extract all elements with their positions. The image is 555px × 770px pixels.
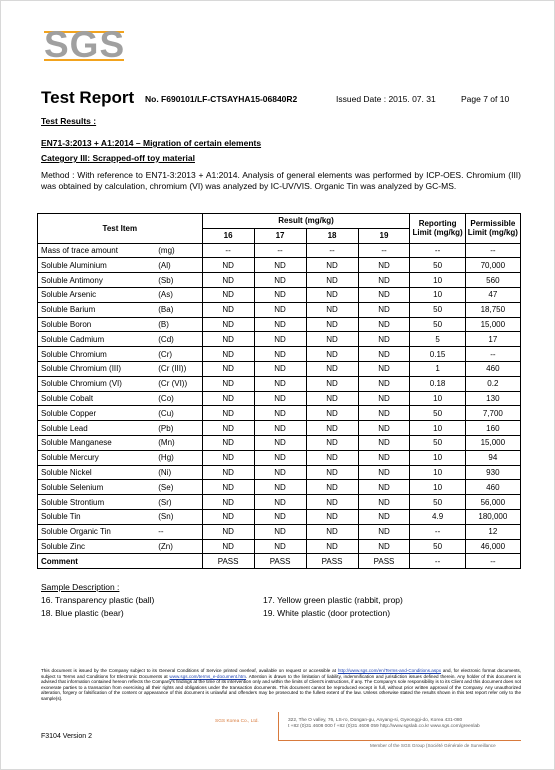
table-row <box>38 243 521 258</box>
result-cell: ND <box>306 509 358 524</box>
test-item-name: Soluble Nickel <box>38 465 159 480</box>
legal-disclaimer <box>41 668 521 702</box>
table-row <box>38 509 521 524</box>
result-cell: ND <box>254 480 306 495</box>
reporting-limit-cell: -- <box>410 243 465 258</box>
test-item-name: Soluble Copper <box>38 406 159 421</box>
permissible-limit-cell: 47 <box>465 287 520 302</box>
result-cell: ND <box>202 361 254 376</box>
disclaimer-text: . Attention is drawn to the limitation of liability, indemnification and jurisdiction issues defined therein. Any holder of this document is advised that information contained hereon reflects the Company's findings at the time of its intervention only and within the limits of Client's instructions, if any. The Company's sole responsibility is to its Client and this document does not exonerate parties to a transaction from exercising all their rights and obligations under the transaction documents. This document cannot be reproduced except in full, without prior written approval of the Company. Any unauthorized alteration, forgery or falsification of the content or appearance of this document is unlawful and offenders may be prosecuted to the fullest extent of the law. Unless otherwise stated the results shown in this test report refer only to the sample(s). <box>41 673 521 701</box>
test-item-name: Soluble Chromium (VI) <box>38 376 159 391</box>
permissible-limit-cell: 130 <box>465 391 520 406</box>
test-item-symbol: (Cr (VI)) <box>158 376 202 391</box>
result-cell: ND <box>254 376 306 391</box>
table-row <box>38 524 521 539</box>
result-cell: ND <box>254 509 306 524</box>
reporting-limit-cell: 0.18 <box>410 376 465 391</box>
comment-permissible-limit-cell: -- <box>465 554 520 569</box>
reporting-limit-cell: 10 <box>410 480 465 495</box>
header-result: Result (mg/kg) <box>202 214 410 229</box>
test-item-symbol: (Pb) <box>158 421 202 436</box>
result-cell: ND <box>254 391 306 406</box>
table-row <box>38 332 521 347</box>
permissible-limit-cell: -- <box>465 243 520 258</box>
result-cell: ND <box>202 376 254 391</box>
reporting-limit-cell: 10 <box>410 465 465 480</box>
permissible-limit-cell: 460 <box>465 361 520 376</box>
result-cell: ND <box>306 332 358 347</box>
result-cell: ND <box>254 406 306 421</box>
result-cell: ND <box>306 376 358 391</box>
result-cell: ND <box>306 258 358 273</box>
result-cell: ND <box>254 539 306 554</box>
footer-divider <box>278 712 279 740</box>
footer-member: Member of the SGS Group (Société Générale de Surveillance <box>370 743 496 748</box>
result-cell: ND <box>254 258 306 273</box>
permissible-limit-cell: 17 <box>465 332 520 347</box>
test-item-name: Soluble Chromium <box>38 347 159 362</box>
footer-company: SGS Korea Co., Ltd. <box>215 719 259 724</box>
test-item-symbol: (Ba) <box>158 302 202 317</box>
test-item-name: Soluble Lead <box>38 421 159 436</box>
reporting-limit-cell: 50 <box>410 435 465 450</box>
comment-label: Comment <box>38 554 159 569</box>
result-cell: ND <box>306 347 358 362</box>
permissible-limit-cell: 180,000 <box>465 509 520 524</box>
table-row <box>38 406 521 421</box>
reporting-limit-cell: 50 <box>410 302 465 317</box>
test-item-symbol: (Mn) <box>158 435 202 450</box>
test-item-name: Soluble Organic Tin <box>38 524 159 539</box>
section-title: EN71-3:2013 + A1:2014 – Migration of certain elements <box>41 138 262 148</box>
table-row <box>38 465 521 480</box>
reporting-limit-cell: 10 <box>410 273 465 288</box>
result-cell: ND <box>358 524 410 539</box>
table-row <box>38 480 521 495</box>
result-cell: ND <box>358 539 410 554</box>
e-document-terms-link[interactable]: www.sgs.com/terms_e-document.htm <box>169 673 247 679</box>
test-item-symbol: (Cr) <box>158 347 202 362</box>
permissible-limit-cell: 18,750 <box>465 302 520 317</box>
reporting-limit-cell: 10 <box>410 287 465 302</box>
footer-address <box>288 718 480 730</box>
result-cell: ND <box>202 391 254 406</box>
result-cell: ND <box>254 347 306 362</box>
test-item-symbol: (Sr) <box>158 495 202 510</box>
logo-text: SGS <box>44 24 126 65</box>
result-cell: ND <box>358 332 410 347</box>
reporting-limit-cell: 5 <box>410 332 465 347</box>
header-sample-19: 19 <box>358 228 410 243</box>
header-test-item: Test Item <box>38 214 203 244</box>
table-row <box>38 347 521 362</box>
result-cell: ND <box>202 287 254 302</box>
test-item-name: Soluble Strontium <box>38 495 159 510</box>
permissible-limit-cell: 56,000 <box>465 495 520 510</box>
terms-link[interactable]: http://www.sgs.com/en/Terms-and-Conditions.aspx <box>337 668 442 673</box>
table-row <box>38 435 521 450</box>
reporting-limit-cell: 10 <box>410 421 465 436</box>
table-row <box>38 302 521 317</box>
result-cell: ND <box>358 361 410 376</box>
table-row <box>38 258 521 273</box>
sample-description-label: Sample Description : <box>41 582 120 592</box>
result-cell: ND <box>358 421 410 436</box>
header-sample-17: 17 <box>254 228 306 243</box>
header-reporting-limit: Reporting Limit (mg/kg) <box>410 214 465 244</box>
test-item-name: Soluble Selenium <box>38 480 159 495</box>
result-cell: ND <box>358 391 410 406</box>
result-cell: ND <box>254 435 306 450</box>
result-cell: ND <box>254 332 306 347</box>
result-cell: ND <box>254 421 306 436</box>
result-cell: ND <box>358 376 410 391</box>
result-cell: ND <box>306 287 358 302</box>
result-cell: ND <box>358 258 410 273</box>
result-cell: ND <box>306 317 358 332</box>
reporting-limit-cell: -- <box>410 524 465 539</box>
sample-item: 19. White plastic (door protection) <box>263 608 391 618</box>
test-item-name: Soluble Aluminium <box>38 258 159 273</box>
result-cell: ND <box>306 480 358 495</box>
footer-contact-line: t +82 (0)31 4608 000 f +82 (0)31 4608 059 http://www.sgslab.co.kr www.sgs.com/greenlab <box>288 724 480 729</box>
table-row <box>38 450 521 465</box>
result-cell: -- <box>306 243 358 258</box>
test-item-name: Soluble Mercury <box>38 450 159 465</box>
result-cell: ND <box>358 287 410 302</box>
reporting-limit-cell: 10 <box>410 391 465 406</box>
result-cell: ND <box>202 317 254 332</box>
permissible-limit-cell: 930 <box>465 465 520 480</box>
result-cell: ND <box>202 421 254 436</box>
issued-date: Issued Date : 2015. 07. 31 <box>336 94 436 104</box>
comment-result-cell: PASS <box>254 554 306 569</box>
result-cell: ND <box>306 273 358 288</box>
result-cell: ND <box>306 450 358 465</box>
sample-item: 17. Yellow green plastic (rabbit, prop) <box>263 595 403 605</box>
results-table-body <box>38 243 521 569</box>
result-cell: ND <box>358 465 410 480</box>
test-item-symbol: (Cu) <box>158 406 202 421</box>
result-cell: ND <box>202 332 254 347</box>
result-cell: ND <box>358 347 410 362</box>
header-permissible-limit: Permissible Limit (mg/kg) <box>465 214 520 244</box>
form-version: F3104 Version 2 <box>41 733 92 740</box>
result-cell: ND <box>254 465 306 480</box>
result-cell: ND <box>254 317 306 332</box>
permissible-limit-cell: 7,700 <box>465 406 520 421</box>
reporting-limit-cell: 50 <box>410 258 465 273</box>
table-row <box>38 391 521 406</box>
result-cell: ND <box>306 391 358 406</box>
permissible-limit-cell: -- <box>465 347 520 362</box>
reporting-limit-cell: 50 <box>410 539 465 554</box>
result-cell: ND <box>202 480 254 495</box>
result-cell: ND <box>202 347 254 362</box>
test-item-name: Soluble Manganese <box>38 435 159 450</box>
page-title: Test Report <box>41 88 135 107</box>
result-cell: ND <box>202 273 254 288</box>
reporting-limit-cell: 50 <box>410 406 465 421</box>
results-table <box>37 213 521 569</box>
result-cell: -- <box>358 243 410 258</box>
test-item-name: Soluble Arsenic <box>38 287 159 302</box>
result-cell: ND <box>202 302 254 317</box>
comment-result-cell: PASS <box>202 554 254 569</box>
test-item-symbol: (mg) <box>158 243 202 258</box>
table-row <box>38 317 521 332</box>
result-cell: ND <box>202 435 254 450</box>
test-item-name: Soluble Tin <box>38 509 159 524</box>
result-cell: ND <box>358 406 410 421</box>
comment-row <box>38 554 521 569</box>
test-item-name: Soluble Barium <box>38 302 159 317</box>
method-text: Method : With reference to EN71-3:2013 + A1:2014. Analysis of general elements was performed by ICP-OES. Chromium (III) was obtained by calculation, chromium (VI) was analyzed by IC-UV/VIS. Organic Tin was analyzed by GC-MS. <box>41 170 521 191</box>
table-row <box>38 376 521 391</box>
result-cell: ND <box>254 524 306 539</box>
permissible-limit-cell: 12 <box>465 524 520 539</box>
result-cell: ND <box>358 273 410 288</box>
test-item-symbol: (Sn) <box>158 509 202 524</box>
result-cell: ND <box>306 302 358 317</box>
comment-result-cell: PASS <box>306 554 358 569</box>
disclaimer-text: This document is issued by the Company subject to its General Conditions of Service printed overleaf, available on request or accessible at <box>41 668 338 673</box>
permissible-limit-cell: 70,000 <box>465 258 520 273</box>
test-item-symbol: (Co) <box>158 391 202 406</box>
result-cell: ND <box>254 287 306 302</box>
test-item-symbol: (Zn) <box>158 539 202 554</box>
result-cell: ND <box>202 450 254 465</box>
sample-item: 18. Blue plastic (bear) <box>41 608 124 618</box>
result-cell: ND <box>202 406 254 421</box>
permissible-limit-cell: 560 <box>465 273 520 288</box>
page-number: Page 7 of 10 <box>461 94 510 104</box>
result-cell: ND <box>202 509 254 524</box>
result-cell: ND <box>254 495 306 510</box>
table-row <box>38 421 521 436</box>
test-item-symbol: (Sb) <box>158 273 202 288</box>
test-item-name: Soluble Zinc <box>38 539 159 554</box>
result-cell: ND <box>358 495 410 510</box>
reporting-limit-cell: 50 <box>410 495 465 510</box>
reporting-limit-cell: 10 <box>410 450 465 465</box>
test-item-symbol: (Cd) <box>158 332 202 347</box>
result-cell: ND <box>306 495 358 510</box>
reporting-limit-cell: 4.9 <box>410 509 465 524</box>
reporting-limit-cell: 1 <box>410 361 465 376</box>
result-cell: ND <box>358 302 410 317</box>
test-item-symbol: (Cr (III)) <box>158 361 202 376</box>
sample-item: 16. Transparency plastic (ball) <box>41 595 155 605</box>
header-sample-16: 16 <box>202 228 254 243</box>
table-row <box>38 539 521 554</box>
test-item-symbol: (Se) <box>158 480 202 495</box>
result-cell: ND <box>358 317 410 332</box>
result-cell: ND <box>358 450 410 465</box>
table-row <box>38 361 521 376</box>
table-row <box>38 287 521 302</box>
test-item-symbol: (Hg) <box>158 450 202 465</box>
test-item-name: Soluble Boron <box>38 317 159 332</box>
report-header <box>41 88 525 110</box>
result-cell: ND <box>202 495 254 510</box>
permissible-limit-cell: 0.2 <box>465 376 520 391</box>
test-item-symbol: (As) <box>158 287 202 302</box>
test-item-name: Soluble Chromium (III) <box>38 361 159 376</box>
test-results-label: Test Results : <box>41 116 97 126</box>
test-item-name: Mass of trace amount <box>38 243 159 258</box>
table-row <box>38 273 521 288</box>
comment-result-cell: PASS <box>358 554 410 569</box>
result-cell: ND <box>306 361 358 376</box>
permissible-limit-cell: 94 <box>465 450 520 465</box>
result-cell: ND <box>254 361 306 376</box>
result-cell: ND <box>254 302 306 317</box>
sgs-logo <box>44 22 124 70</box>
result-cell: ND <box>358 509 410 524</box>
result-cell: ND <box>306 465 358 480</box>
result-cell: ND <box>306 421 358 436</box>
result-cell: ND <box>202 258 254 273</box>
result-cell: ND <box>254 273 306 288</box>
result-cell: ND <box>202 465 254 480</box>
test-item-symbol: -- <box>158 524 202 539</box>
header-sample-18: 18 <box>306 228 358 243</box>
result-cell: -- <box>254 243 306 258</box>
permissible-limit-cell: 160 <box>465 421 520 436</box>
disclaimer-text: and, for electronic format documents, subject to Terms and Conditions for Electronic Documents at <box>41 668 522 679</box>
result-cell: ND <box>202 539 254 554</box>
result-cell: ND <box>306 539 358 554</box>
result-cell: ND <box>254 450 306 465</box>
test-item-name: Soluble Antimony <box>38 273 159 288</box>
reporting-limit-cell: 50 <box>410 317 465 332</box>
reporting-limit-cell: 0.15 <box>410 347 465 362</box>
test-item-symbol: (Ni) <box>158 465 202 480</box>
permissible-limit-cell: 15,000 <box>465 435 520 450</box>
category-title: Category III: Scrapped-off toy material <box>41 153 195 163</box>
result-cell: ND <box>202 524 254 539</box>
result-cell: ND <box>306 524 358 539</box>
permissible-limit-cell: 15,000 <box>465 317 520 332</box>
footer-rule <box>278 740 521 741</box>
result-cell: -- <box>202 243 254 258</box>
table-row <box>38 495 521 510</box>
result-cell: ND <box>358 435 410 450</box>
permissible-limit-cell: 460 <box>465 480 520 495</box>
test-item-symbol: (Al) <box>158 258 202 273</box>
comment-spacer <box>158 554 202 569</box>
report-number: No. F690101/LF-CTSAYHA15-06840R2 <box>145 94 298 104</box>
test-item-symbol: (B) <box>158 317 202 332</box>
permissible-limit-cell: 46,000 <box>465 539 520 554</box>
result-cell: ND <box>306 435 358 450</box>
test-item-name: Soluble Cadmium <box>38 332 159 347</box>
comment-reporting-limit-cell: -- <box>410 554 465 569</box>
footer-address-line: 322, The O valley, 76, LS-ro, Dongan-gu, Anyang-si, Gyeonggi-do, Korea 431-080 <box>288 718 463 723</box>
result-cell: ND <box>306 406 358 421</box>
result-cell: ND <box>358 480 410 495</box>
test-item-name: Soluble Cobalt <box>38 391 159 406</box>
